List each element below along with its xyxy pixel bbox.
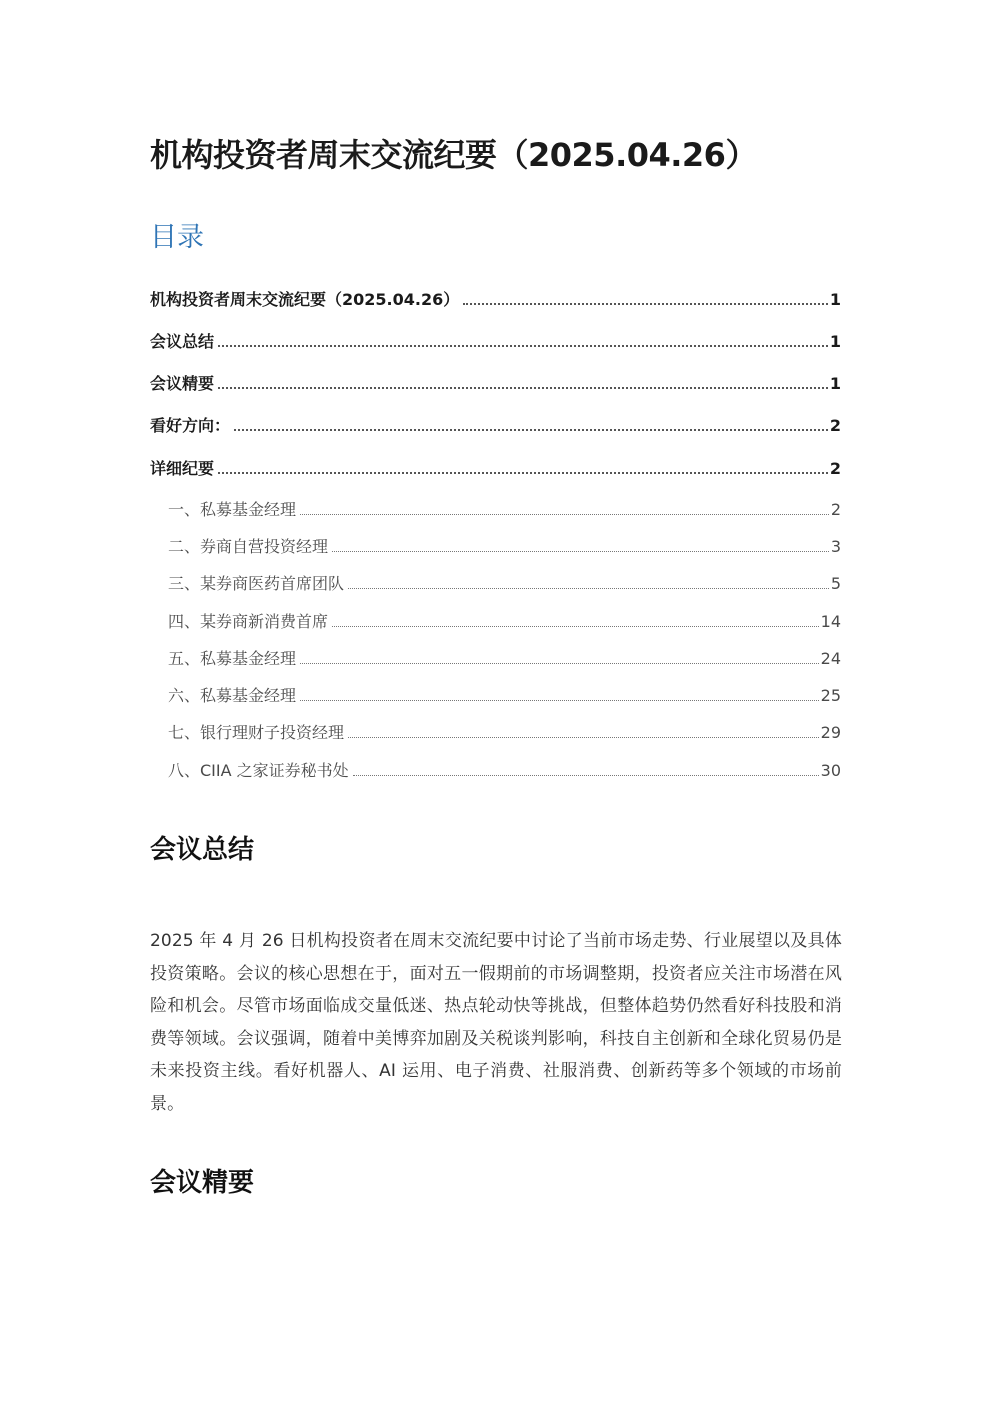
toc-entry-page: 2	[829, 416, 841, 435]
toc-subentry[interactable]	[168, 496, 841, 520]
toc-entry-page: 1	[829, 374, 841, 393]
toc-entry[interactable]	[150, 285, 841, 310]
toc-leader	[300, 496, 829, 515]
toc-heading: 目录	[150, 222, 204, 253]
toc-entry-label: 一、私募基金经理	[168, 500, 297, 519]
toc-leader	[300, 682, 819, 701]
toc-entry-label: 二、券商自营投资经理	[168, 537, 329, 556]
toc-subentry[interactable]	[168, 682, 841, 706]
toc-entry[interactable]	[150, 369, 841, 394]
toc-entry[interactable]	[150, 411, 841, 436]
toc-entry[interactable]	[150, 327, 841, 352]
summary-heading: 会议总结	[150, 835, 255, 865]
toc-leader	[218, 369, 828, 389]
toc-entry-page: 24	[820, 649, 841, 668]
toc-entry-page: 30	[820, 761, 841, 780]
toc-entry-page: 5	[830, 574, 841, 593]
toc-subentry[interactable]	[168, 719, 841, 743]
toc-subentry[interactable]	[168, 645, 841, 669]
toc-entry-page: 2	[829, 459, 841, 478]
toc-entry-label: 详细纪要	[150, 459, 215, 478]
toc-leader	[348, 570, 829, 589]
toc-entry-page: 25	[820, 686, 841, 705]
toc-leader	[348, 719, 819, 738]
toc-leader	[300, 645, 819, 664]
toc-entry-label: 会议精要	[150, 374, 215, 393]
toc-leader	[332, 533, 829, 552]
summary-paragraph: 2025 年 4 月 26 日机构投资者在周末交流纪要中讨论了当前市场走势、行业展望以及具体投资策略。会议的核心思想在于，面对五一假期前的市场调整期，投资者应关注市场潜在风险和机会。尽管市场面临成交量低迷、热点轮动快等挑战，但整体趋势仍然看好科技股和消费等领域。会议强调，随着中美博弈加剧及关税谈判影响，科技自主创新和全球化贸易仍是未来投资主线。看好机器人、AI 运用、电子消费、社服消费、创新药等多个领域的市场前景。	[150, 931, 842, 1114]
toc-subentry[interactable]	[168, 608, 841, 632]
toc-entry-page: 1	[829, 332, 841, 351]
toc-subentry[interactable]	[168, 533, 841, 557]
toc-entry-label: 四、某券商新消费首席	[168, 612, 329, 631]
toc-entry-label: 三、某券商医药首席团队	[168, 574, 345, 593]
toc-entry-page: 29	[820, 723, 841, 742]
toc-subentry[interactable]	[168, 757, 841, 781]
toc-leader	[353, 757, 819, 776]
toc-entry-label: 看好方向：	[150, 416, 231, 435]
toc-entry-label: 机构投资者周末交流纪要（2025.04.26）	[150, 290, 460, 309]
toc-entry-page: 2	[830, 500, 841, 519]
toc-entry-label: 会议总结	[150, 332, 215, 351]
toc-entry-label: 八、CIIA 之家证券秘书处	[168, 761, 349, 780]
toc-entry-page: 14	[820, 612, 841, 631]
toc-leader	[218, 327, 828, 347]
toc-leader	[234, 411, 828, 431]
toc-entry[interactable]	[150, 454, 841, 479]
toc-entry-label: 七、银行理财子投资经理	[168, 723, 345, 742]
toc-leader	[463, 285, 828, 305]
toc-entry-page: 1	[829, 290, 841, 309]
toc-subentry[interactable]	[168, 570, 841, 594]
toc-entry-label: 六、私募基金经理	[168, 686, 297, 705]
toc-entry-label: 五、私募基金经理	[168, 649, 297, 668]
toc-leader	[218, 454, 828, 474]
toc-leader	[332, 608, 819, 627]
toc-entry-page: 3	[830, 537, 841, 556]
document-title: 机构投资者周末交流纪要（2025.04.26）	[150, 136, 757, 174]
highlights-heading: 会议精要	[150, 1168, 255, 1198]
